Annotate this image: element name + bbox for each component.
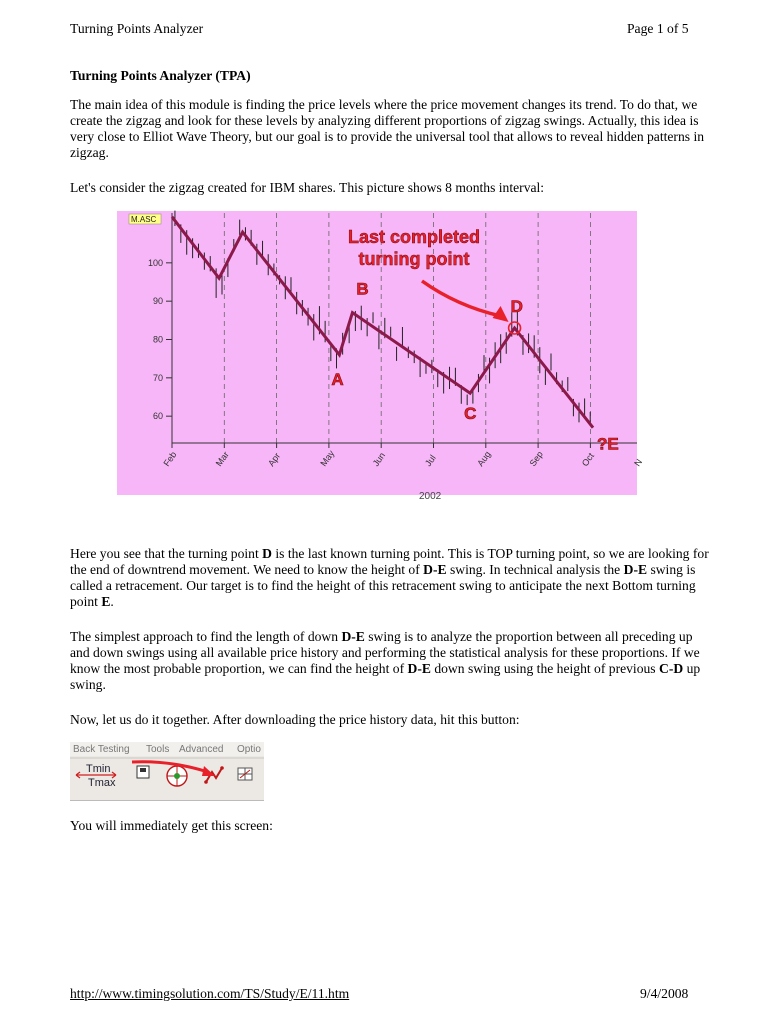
table-icon[interactable] bbox=[238, 768, 252, 780]
header-title: Turning Points Analyzer bbox=[70, 21, 204, 36]
turning-point-label: A bbox=[331, 369, 344, 389]
result-paragraph: You will immediately get this screen: bbox=[70, 818, 273, 833]
y-tick-label: 60 bbox=[152, 411, 163, 422]
footer-url-link[interactable]: http://www.timingsolution.com/TS/Study/E/11.htm bbox=[70, 986, 350, 1001]
x-tick-label: Aug bbox=[475, 449, 493, 469]
x-tick-label: Feb bbox=[161, 449, 179, 469]
chart-canvas bbox=[117, 211, 645, 502]
turning-point-label: B bbox=[356, 279, 369, 299]
turning-point-label: D bbox=[510, 297, 523, 316]
annotation-line-2: turning point bbox=[358, 249, 470, 269]
turning-point-label: C bbox=[464, 404, 477, 424]
y-tick-label: 70 bbox=[152, 372, 163, 383]
y-tick-label: 80 bbox=[152, 334, 163, 345]
footer-date: 9/4/2008 bbox=[640, 986, 689, 1001]
x-tick-label: N bbox=[632, 457, 645, 469]
y-tick-label: 90 bbox=[152, 296, 163, 307]
header-page-number: Page 1 of 5 bbox=[627, 21, 689, 36]
series-label: M.ASC bbox=[131, 215, 157, 224]
menu-advanced[interactable]: Advanced bbox=[179, 744, 224, 755]
menu-options[interactable]: Optio bbox=[237, 744, 261, 755]
turning-point-label: ?E bbox=[597, 434, 619, 454]
tmax-label: Tmax bbox=[88, 777, 116, 789]
x-tick-label: Mar bbox=[213, 449, 231, 469]
x-tick-label: Oct bbox=[579, 450, 597, 469]
turning-point-paragraph: Here you see that the turning point D is the last known turning point. This is TOP turning point, so we are looking for the end of downtrend movement. We need to know the height of D-E swing. In technical analysis the D-E swing is called a retracement. Our target is to find the height of this retracement swing to anticipate the next Bottom turning point E. bbox=[70, 546, 709, 609]
tmin-tmax-button[interactable] bbox=[76, 763, 116, 789]
document-title: Turning Points Analyzer (TPA) bbox=[70, 68, 251, 83]
intro-paragraph: The main idea of this module is finding the price levels where the price movement changes its trend. To do that, we create the zigzag and look for these levels by analyzing different proportions of zigzag swings. Actually, this idea is very close to Elliot Wave Theory, but our goal is to provide the universal tool that allows to reveal hidden patterns in zigzag. bbox=[70, 97, 705, 160]
ibm-zigzag-chart bbox=[117, 211, 645, 502]
instruction-paragraph: Now, let us do it together. After downloading the price history data, hit this button: bbox=[70, 712, 520, 727]
x-tick-label: Sep bbox=[527, 449, 545, 469]
x-tick-label: Jun bbox=[370, 450, 388, 469]
x-tick-label: Apr bbox=[266, 450, 283, 469]
menu-back-testing[interactable]: Back Testing bbox=[73, 744, 130, 755]
tmin-label: Tmin bbox=[86, 763, 111, 775]
approach-paragraph: The simplest approach to find the length of down D-E swing is to analyze the proportion between all preceding up and down swings using all available price history and performing the statistical analysis for these proportions. If we know the most probable proportion, we can find the height of D-E down swing using the height of previous C-D up swing. bbox=[70, 629, 701, 692]
annotation-line-1: Last completed bbox=[347, 227, 481, 247]
wheel-icon[interactable] bbox=[167, 766, 187, 786]
save-icon[interactable] bbox=[137, 766, 149, 778]
toolbar-screenshot bbox=[70, 742, 264, 801]
y-tick-label: 100 bbox=[147, 257, 163, 268]
menu-tools[interactable]: Tools bbox=[146, 744, 170, 755]
year-label: 2002 bbox=[419, 491, 442, 502]
x-tick-label: May bbox=[318, 448, 337, 469]
consider-paragraph: Let's consider the zigzag created for IBM shares. This picture shows 8 months interval: bbox=[70, 180, 545, 195]
x-tick-label: Jul bbox=[422, 452, 438, 469]
